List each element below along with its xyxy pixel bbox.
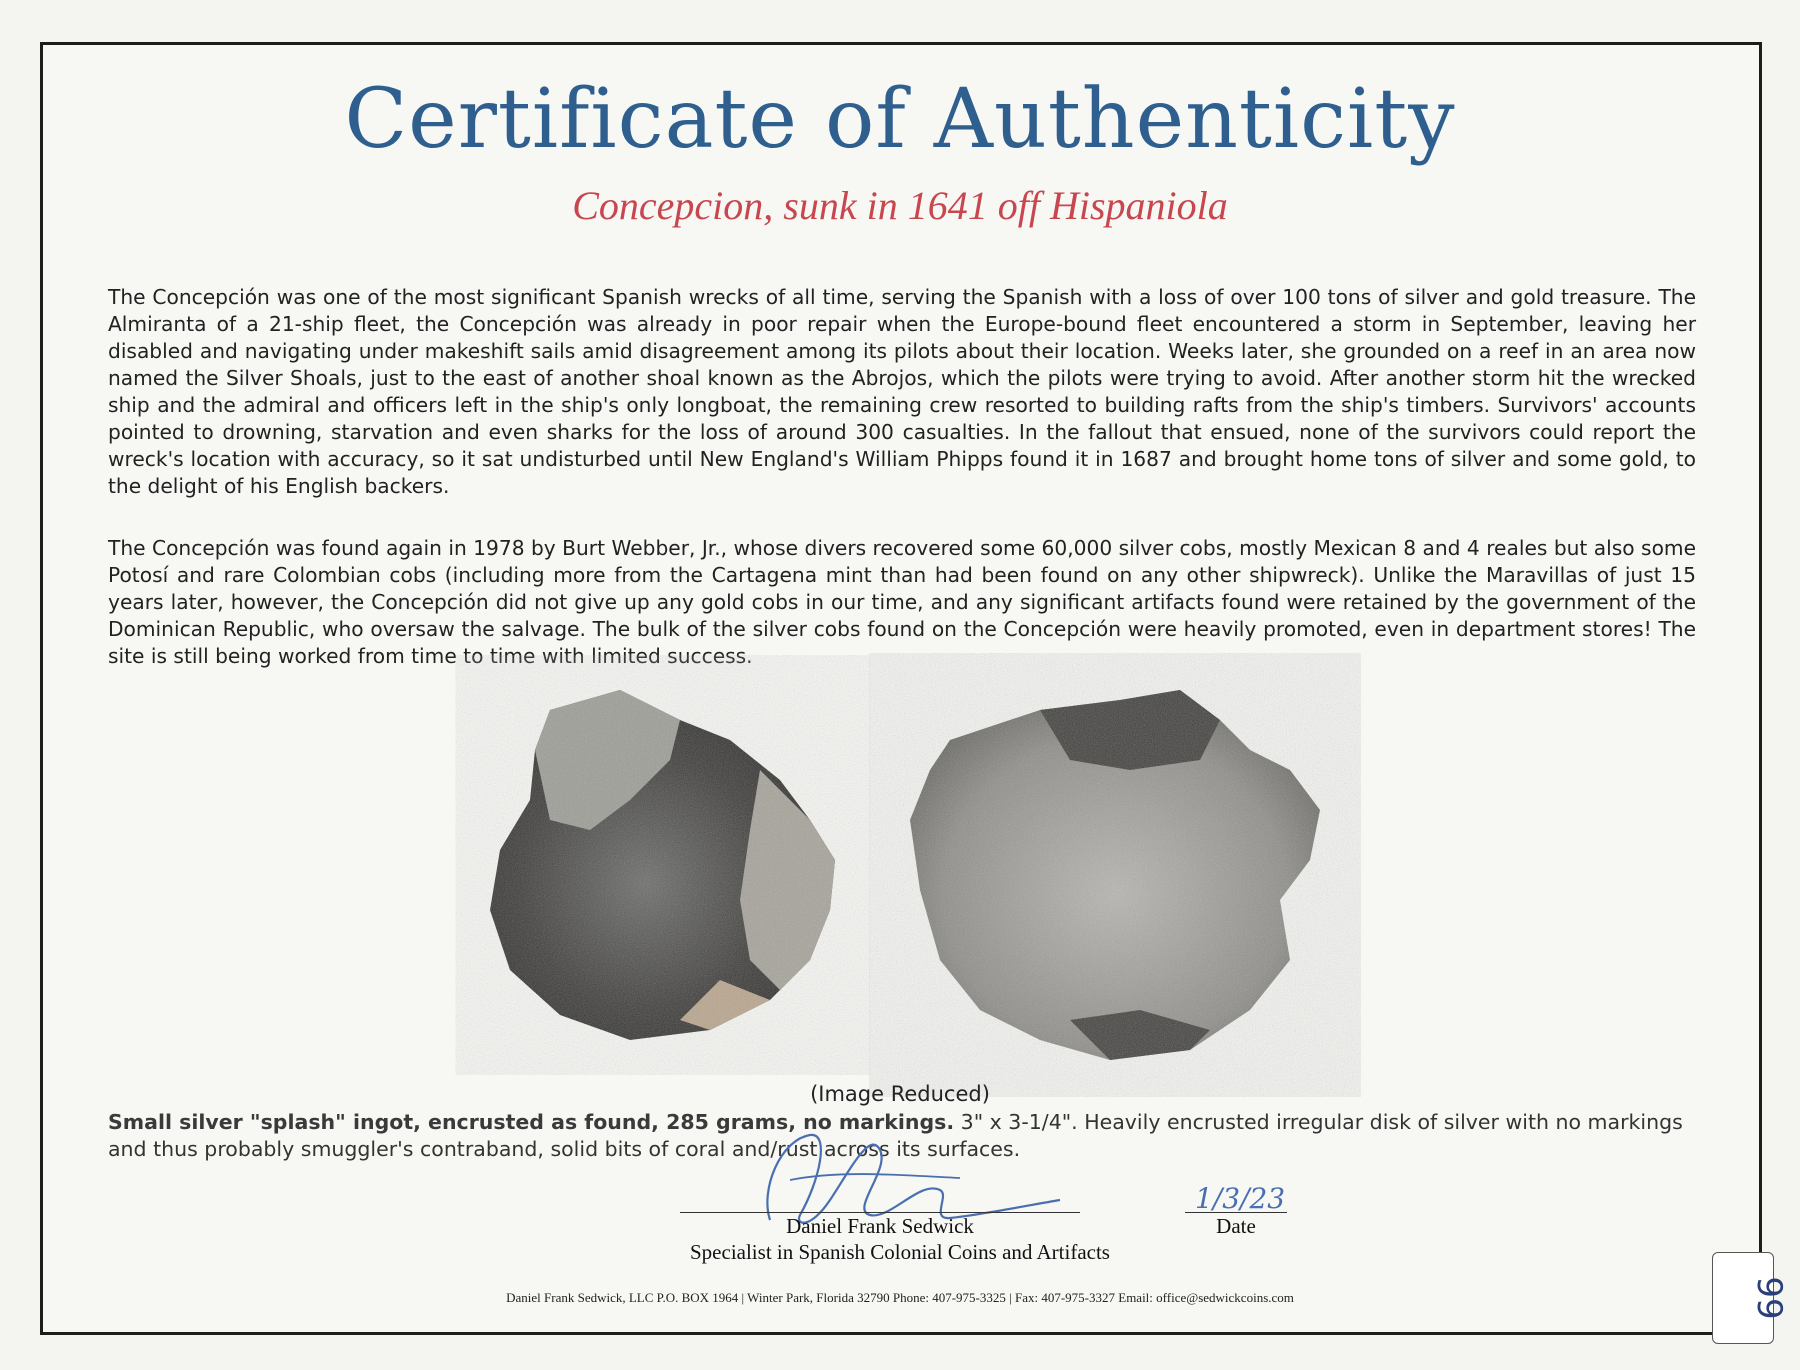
signer-title: Specialist in Spanish Colonial Coins and Artifacts: [690, 1240, 1110, 1264]
handwritten-date-image: [1190, 1176, 1300, 1216]
date-label: Date: [1216, 1214, 1256, 1238]
ingot-front-image: [480, 680, 880, 1060]
signature-line: [680, 1212, 1080, 1213]
certificate-title: Certificate of Authenticity: [344, 72, 1456, 167]
signer-name: Daniel Frank Sedwick: [786, 1214, 974, 1238]
page-number-box: [1712, 1252, 1789, 1344]
page-number: 99: [1749, 1276, 1789, 1320]
handwritten-date: 1/3/23: [1195, 1182, 1286, 1215]
ingot-back-image: [890, 680, 1340, 1070]
certificate-subtitle: Concepcion, sunk in 1641 off Hispaniola: [572, 183, 1228, 228]
image-reduced-note: (Image Reduced): [810, 1082, 990, 1106]
contact-footer: Daniel Frank Sedwick, LLC P.O. BOX 1964 | Winter Park, Florida 32790 Phone: 407-975-3325 | Fax: 407-975-3327 Email: office@sedwickcoins.com: [506, 1290, 1294, 1305]
item-details: 3" x 3-1/4". Heavily encrusted irregular disk of silver with no markings and thus probably smuggler's contraband, solid bits of coral and/rust across its surfaces.: [108, 1110, 1683, 1161]
history-paragraph-2: The Concepción was found again in 1978 by Burt Webber, Jr., whose divers recovered some 60,000 silver cobs, mostly Mexican 8 and 4 reales but also some Potosí and rare Colombian cobs (including more from the Cartagena mint than had been found on any other shipwreck). Unlike the Maravillas of just 15 years later, however, the Concepción did not give up any gold cobs in our time, and any significant artifacts found were retained by the government of the Dominican Republic, who oversaw the salvage. The bulk of the silver cobs found on the Concepción were heavily promoted, even in department stores! The site is still being worked from time to time with limited success.: [108, 536, 1696, 668]
item-title: Small silver "splash" ingot, encrusted as found, 285 grams, no markings.: [108, 1110, 955, 1134]
history-paragraph-1: The Concepción was one of the most significant Spanish wrecks of all time, serving the Spanish with a loss of over 100 tons of silver and gold treasure. The Almiranta of a 21-ship fleet, the Concepción was already in poor repair when the Europe-bound fleet encountered a storm in September, leaving her disabled and navigating under makeshift sails amid disagreement among its pilots about their location. Weeks later, she grounded on a reef in an area now named the Silver Shoals, just to the east of another shoal known as the Abrojos, which the pilots were trying to avoid. After another storm hit the wrecked ship and the admiral and officers left in the ship's only longboat, the remaining crew resorted to building rafts from the ship's timbers. Survivors' accounts pointed to drowning, starvation and even sharks for the loss of around 300 casualties. In the fallout that ensued, none of the survivors could report the wreck's location with accuracy, so it sat undisturbed until New England's William Phipps found it in 1687 and brought home tons of silver and some gold, to the delight of his English backers.: [108, 285, 1696, 498]
